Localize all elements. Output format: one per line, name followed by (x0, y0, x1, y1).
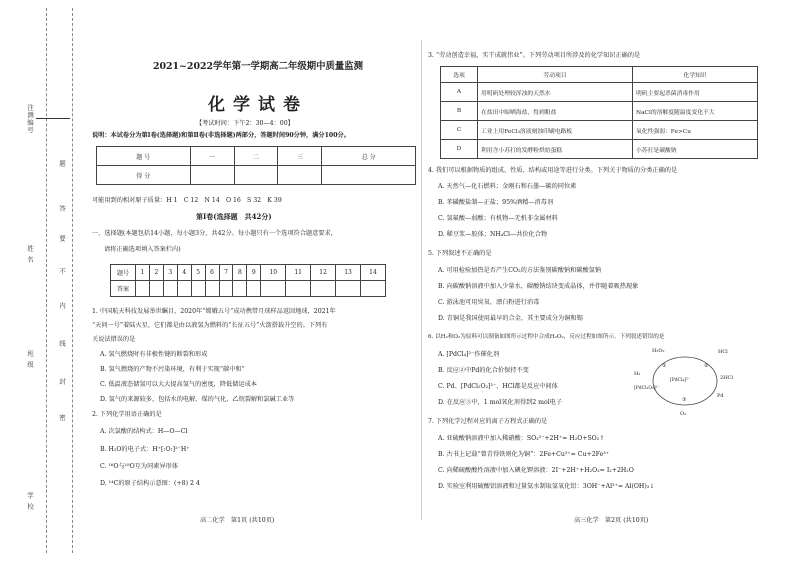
fill-line (36, 118, 70, 119)
q3-activity: 工业上用FeCl₃溶液刻蚀印刷电路板 (478, 121, 633, 140)
part1-title: 第Ⅰ卷(选择题 共42分) (196, 212, 272, 221)
page-divider (421, 40, 422, 520)
reaction-cycle-diagram (632, 345, 738, 417)
answer-number: 4 (177, 265, 191, 281)
atomic-masses: 可能用到的相对原子质量：H 1 C 12 N 14 O 16 S 32 K 39 (92, 197, 282, 204)
q3-stem: 3. “劳动创造幸福，实干成就伟业”。下列劳动项目所涉及的化学知识正确的是 (428, 52, 641, 59)
answer-number: 2 (149, 265, 163, 281)
option-line: B. H₂O的电子式：H⁺[:O:]²⁻H⁺ (100, 446, 190, 453)
exam-note: 说明：本试卷分为第Ⅰ卷(选择题)和第Ⅱ卷(非选择题)两部分，答题时间90分钟，满分100分。 (92, 132, 350, 139)
answer-number: 3 (163, 265, 177, 281)
class-label: 班 级 (26, 350, 34, 369)
score-table (96, 146, 416, 185)
option-line: D. 稀豆浆—胶体；NH₄Cl—共价化合物 (438, 231, 548, 238)
subject-title: 化学试卷 (208, 95, 308, 115)
answer-cell (219, 281, 233, 297)
score-row-label: 得 分 (97, 166, 191, 185)
cycle-label: HCl (718, 349, 728, 355)
answer-cell (205, 281, 219, 297)
option-line: B. 反应②中Pd的化合价保持不变 (438, 367, 529, 374)
question-line: 1. 中国航天科技发展举世瞩目，2020年“嫦娥五号”成功携带月球样品返回地球，2021年 (92, 308, 336, 315)
answer-cell (163, 281, 177, 297)
option-line: D. 氢气的来源较多，包括水的电解、煤的气化、乙烷裂解和氯碱工业等 (100, 396, 295, 403)
cycle-label: H₂O₂ (652, 348, 665, 354)
answer-number: 11 (286, 265, 311, 281)
option-line: A. 氢气燃烧时有非极性键的断裂和形成 (100, 351, 208, 358)
q3-table (440, 66, 758, 159)
q3-option: D (441, 140, 478, 159)
q3-option: A (441, 83, 478, 102)
q3-knowledge: 氧化性强弱：Fe>Cu (633, 121, 758, 140)
answer-number: 6 (205, 265, 219, 281)
answer-number: 10 (261, 265, 286, 281)
answer-cell (247, 281, 261, 297)
score-cell (234, 166, 278, 185)
option-line: C. 游泳池可用臭氧、漂白粉进行消毒 (438, 299, 540, 306)
section1-line1: 一、选择题(本题包括14小题，每小题3分，共42分。每小题只有一个选项符合题意要求， (92, 230, 337, 237)
exam-time: 【考试时间：下午2：30—4：00】 (196, 120, 294, 127)
footer-right: 高三化学 第2页 (共10页) (574, 517, 649, 524)
option-line: A. [PdCl₄]²⁻作催化剂 (438, 351, 500, 358)
option-line: B. 古书上记载“曾青得铁则化为铜”：2Fe+Cu²⁺= Cu+2Fe³⁺ (438, 451, 609, 458)
option-line: C. Pd、[PdCl₂O₂]²⁻、HCl都是反应中间体 (438, 383, 558, 390)
binding-dashed-line-inner (72, 8, 73, 553)
answer-cell (360, 281, 385, 297)
answer-cell (286, 281, 311, 297)
option-line: D. 实验室利用硫酸铝溶液和过量氨水制取氢氧化铝：3OH⁻+Al³⁺= Al(OH)₃↓ (438, 483, 655, 490)
answer-cell (233, 281, 247, 297)
answer-number: 14 (360, 265, 385, 281)
question-line: 2. 下列化学用语正确的是 (92, 411, 162, 418)
answer-cell (311, 281, 336, 297)
seal-char: 答 (58, 205, 66, 213)
cycle-label: ② (704, 363, 709, 369)
answer-number: 5 (191, 265, 205, 281)
question-line: “天问一号”着陆火星，它们都是由以液氢为燃料的“长征五号”火箭搭载升空的。下列有 (92, 322, 328, 329)
score-header: 三 (278, 147, 322, 166)
cycle-label: ③ (682, 397, 687, 403)
seal-char: 要 (58, 235, 66, 243)
question-line: 4. 我们可以根据物质的组成、性质、结构或用途等进行分类。下列关于物质的分类正确的是 (428, 167, 678, 174)
cycle-label: [PdCl₄]²⁻ (670, 378, 691, 383)
option-line: D. 在反应③中，1 mol氧化剂得到2 mol电子 (438, 399, 563, 406)
answer-number: 7 (219, 265, 233, 281)
option-line: C. ¹⁶O与¹⁸O互为同素异形体 (100, 463, 179, 470)
question-line: 关说法错误的是 (92, 336, 136, 343)
q3-knowledge: NaCl的溶解度随温度变化不大 (633, 102, 758, 121)
cycle-label: O₂ (680, 411, 687, 417)
school-label: 学 校 (26, 492, 34, 511)
answer-cell (136, 281, 150, 297)
option-line: C. 低温液态储氢可以大大提高氢气的密度，降低储运成本 (100, 381, 257, 388)
option-line: A. 亚硫酸钠溶液中加入稀硝酸：SO₃²⁻+2H⁺= H₂O+SO₂↑ (438, 435, 605, 442)
binding-margin (0, 0, 86, 561)
q3-header: 化学知识 (633, 67, 758, 83)
footer-left: 高二化学 第1页 (共10页) (200, 517, 275, 524)
q3-header: 劳动项目 (478, 67, 633, 83)
section1-line2: 请将正确选项填入答案栏内) (104, 246, 181, 253)
option-line: B. 向碳酸钠溶液中加入少量水，碳酸钠结块变成晶体，并伴随着吸热现象 (438, 283, 639, 290)
seal-char: 内 (58, 302, 66, 310)
q3-option: B (441, 102, 478, 121)
option-line: B. 氢气燃烧的产物不污染环境，有利于实现“碳中和” (100, 366, 245, 373)
q3-header: 选项 (441, 67, 478, 83)
option-line: A. 次氯酸的结构式：H—O—Cl (100, 428, 188, 435)
option-line: C. 氢氟酸—弱酸；有机物—无机非金属材料 (438, 215, 558, 222)
seal-char: 封 (58, 378, 66, 386)
answer-cell (261, 281, 286, 297)
answer-cell (336, 281, 361, 297)
cycle-label: [PdCl₂O₂]²⁻ (634, 386, 660, 391)
question-line: 6. 以H₂和O₂为原料可以制备如图所示过程中合成H₂O₂，反应过程如图所示。下列叙述错误的是 (428, 334, 665, 340)
q3-activity: 利用含小苏打的发酵粉烘焙蛋糕 (478, 140, 633, 159)
answer-row-label: 题号 (111, 265, 136, 281)
q3-knowledge: 小苏打是碳酸钠 (633, 140, 758, 159)
answer-row-label: 答案 (111, 281, 136, 297)
score-header: 一 (190, 147, 234, 166)
q3-activity: 用明矾处理较浑浊的天然水 (478, 83, 633, 102)
q3-activity: 在盐田中晾晒海盐，得到粗盐 (478, 102, 633, 121)
score-header: 二 (234, 147, 278, 166)
answer-table (110, 264, 386, 297)
answer-number: 8 (233, 265, 247, 281)
score-cell (322, 166, 416, 185)
q3-option: C (441, 121, 478, 140)
cycle-label: 2HCl (720, 375, 733, 381)
score-header: 题 号 (97, 147, 191, 166)
answer-number: 9 (247, 265, 261, 281)
binding-dashed-line (46, 8, 47, 553)
option-line: D. 青铜是我国使用最早的合金，其主要成分为铜和锡 (438, 315, 583, 322)
name-label: 姓 名 (26, 245, 34, 264)
exam-title: 2021~2022学年第一学期高二年级期中质量监测 (152, 61, 364, 72)
exam-number-label: 注测编号 (26, 104, 34, 134)
option-line: A. 天然气—化石燃料；金刚石和石墨—碳的同位素 (438, 183, 577, 190)
option-line: A. 可用检验加热是否产生CO₂的方法鉴别碳酸钠和碳酸氢钠 (438, 267, 602, 274)
question-line: 5. 下列叙述不正确的是 (428, 250, 492, 257)
cycle-label: H₂ (634, 371, 641, 377)
score-header: 总 分 (322, 147, 416, 166)
answer-number: 13 (336, 265, 361, 281)
answer-number: 1 (136, 265, 150, 281)
cycle-label: Pd (717, 393, 724, 399)
seal-char: 线 (58, 340, 66, 348)
question-line: 7. 下列化学过程对应的离子方程式正确的是 (428, 418, 548, 425)
seal-char: 不 (58, 268, 66, 276)
cycle-label: ① (662, 363, 667, 369)
q3-knowledge: 明矾主要起杀菌消毒作用 (633, 83, 758, 102)
score-cell (278, 166, 322, 185)
option-line: B. 苯磺酸盐制—正盐；95%酒精—消毒剂 (438, 199, 554, 206)
seal-char: 题 (58, 160, 66, 168)
answer-cell (177, 281, 191, 297)
option-line: D. ¹⁴C的原子结构示意图：(+8) 2 4 (100, 480, 200, 487)
answer-cell (149, 281, 163, 297)
seal-char: 密 (58, 414, 66, 422)
option-line: C. 向稀硫酸酸性溶液中加入碘化钾溶液：2I⁻+2H⁺+H₂O₂= I₂+2H₂O (438, 467, 634, 474)
answer-number: 12 (311, 265, 336, 281)
answer-cell (191, 281, 205, 297)
score-cell (190, 166, 234, 185)
